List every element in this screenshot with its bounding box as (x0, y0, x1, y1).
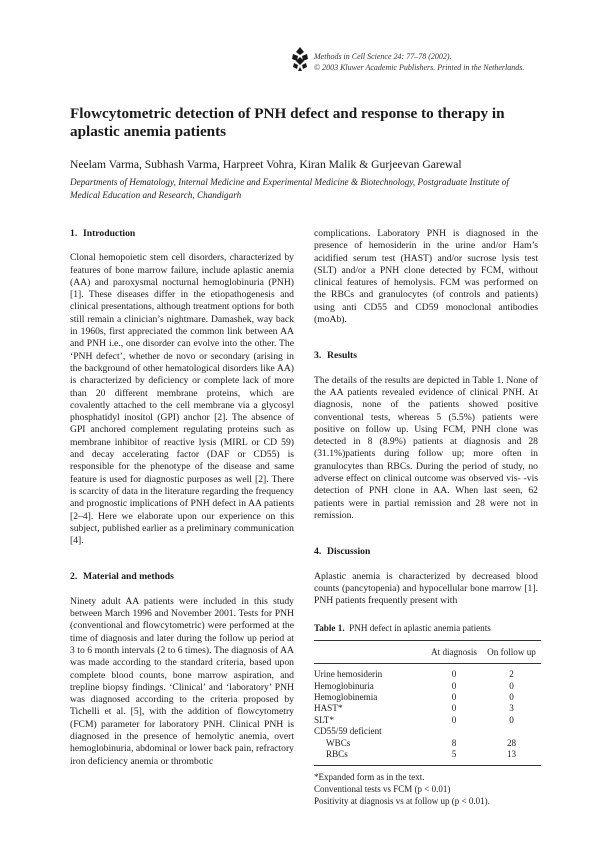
table-cell: CD55/59 deficient (314, 726, 382, 737)
column-header: On follow up (482, 641, 541, 664)
table-label: Table 1. (314, 623, 345, 634)
left-column (70, 228, 294, 768)
results-heading (314, 350, 538, 362)
article-title (70, 105, 540, 141)
table-note: Positivity at diagnosis vs at follow up (p < 0.01). (314, 796, 490, 807)
table-cell: 5 (426, 749, 482, 766)
column-header: At diagnosis (426, 641, 482, 664)
journal-line-2: © 2003 Kluwer Academic Publishers. Printed in the Netherlands. (314, 63, 525, 72)
table-header-row (314, 641, 541, 664)
table-row (314, 715, 541, 726)
publisher-logo (291, 47, 309, 71)
table-cell: Urine hemosiderin (314, 669, 383, 680)
table-cell: WBCs (326, 737, 351, 748)
table-cell: 0 (451, 680, 457, 691)
methods-heading (70, 571, 294, 583)
table-cell: 0 (451, 669, 457, 680)
methods-text-continued: complications. Laboratory PNH is diagnosed in the presence of hemosiderin in the urine and/or Ham’s acidified serum test (HAST) and/or sucrose lysis test (SLT) and/or a PNH clone detected by FCM, without clinical features of hemolysis. FCM was performed on the RBCs and granulocytes (of controls and patients) using anti CD55 and CD59 monoclonal antibodies (moAb). (314, 228, 538, 326)
table-caption-text: PNH defect in aplastic anemia patients (349, 623, 491, 634)
table-cell: 0 (451, 703, 457, 714)
table-cell: Hemoglobinuria (314, 680, 374, 691)
affiliation: Departments of Hematology, Internal Medicine and Experimental Medicine & Biotechnology, Postgraduate Institute of Medical Education and Research, Chandigarh (70, 177, 509, 200)
table-row (314, 726, 541, 737)
table-note: Conventional tests vs FCM (p < 0.01) (314, 784, 451, 795)
section-title: Introduction (83, 228, 136, 239)
section-number: 1. (70, 228, 78, 239)
table-1 (314, 623, 541, 807)
table-cell: 28 (506, 737, 517, 748)
title-line-2: aplastic anemia patients (70, 123, 227, 140)
section-title: Material and methods (83, 571, 174, 583)
table-cell: 2 (509, 669, 514, 680)
table-cell: 0 (509, 680, 514, 691)
author-list: Neelam Varma, Subhash Varma, Harpreet Vohra, Kiran Malik & Gurjeevan Garewal (70, 158, 462, 171)
table-cell: HAST* (314, 703, 343, 714)
table-cell: Hemoglobinemia (314, 692, 378, 703)
table-row (314, 703, 541, 714)
discussion-text: Aplastic anemia is characterized by decreased blood counts (pancytopenia) and hypocellular bone marrow [1]. PNH patients frequently present with (314, 570, 538, 607)
section-number: 2. (70, 571, 78, 583)
table-row (314, 749, 541, 766)
table-row (314, 738, 541, 749)
discussion-heading (314, 546, 538, 558)
table-cell: RBCs (314, 749, 426, 766)
table-row (314, 664, 541, 681)
table-cell: 0 (509, 692, 514, 703)
methods-text: Ninety adult AA patients were included in this study between March 1996 and November 2001. Tests for PNH (conventional and flowcytometric) were performed at the time of diagnosis and later during the follow up period at 3 to 6 month intervals (2 to 6 times). The diagnosis of AA was made according to the standard criteria, based upon complete blood counts, bone marrow aspiration, and trepline biopsy findings. ‘Clinical’ and ‘laboratory’ PNH was diagnosed according to the criteria proposed by Tichelli et al. [5], with the addition of flowcytometry (FCM) parameter for laboratory PNH. Clinical PNH is diagnosed in the presence of hemolytic anemia, overt hemoglobinuria, abdominal or lower back pain, refractory iron deficiency anemia or thrombotic (70, 595, 294, 767)
journal-citation (314, 51, 524, 73)
table-caption (314, 623, 541, 640)
table-cell: 8 (451, 737, 457, 748)
table-row (314, 681, 541, 692)
table-cell (426, 726, 482, 737)
table-cell (482, 726, 541, 737)
introduction-heading (70, 228, 294, 240)
section-title: Discussion (327, 546, 371, 558)
table-cell: 0 (451, 714, 457, 725)
section-number: 3. (314, 350, 322, 362)
table-body (314, 664, 541, 766)
table-cell: 3 (509, 703, 514, 714)
results-text: The details of the results are depicted in Table 1. None of the AA patients revealed evidence of clinical PNH. At diagnosis, none of the patients showed positive conventional tests, whereas 5 (5.5%) patients were positive on follow up. Using FCM, PNH clone was detected in 8 (8.9%) patients at diagnosis and 28 (31.1%)patients during follow up; more often in granulocytes than RBCs. During the period of study, no adverse effect on clinical outcome was observed vis- -vis detection of PNH clone in AA. When last seen, 62 patients were in partial remission and 28 were not in remission. (314, 374, 538, 521)
pnh-defect-table (314, 641, 541, 767)
column-header (314, 641, 426, 664)
title-line-1: Flowcytometric detection of PNH defect and response to therapy in (70, 105, 505, 122)
section-title: Results (327, 350, 357, 362)
table-cell: 0 (509, 714, 514, 725)
right-column (314, 228, 538, 807)
table-row (314, 692, 541, 703)
journal-line-1: Methods in Cell Science 24: 77–78 (2002). (314, 52, 452, 61)
table-notes (314, 771, 541, 807)
table-cell: SLT* (314, 714, 334, 725)
table-cell: 13 (482, 749, 541, 766)
section-number: 4. (314, 546, 322, 558)
introduction-text: Clonal hemopoietic stem cell disorders, characterized by features of bone marrow failure, include aplastic anemia (AA) and paroxysmal nocturnal hemoglobinuria (PNH) [1]. These diseases differ in the etiopathogenesis and clinical presentations, although treatment options for both still remain a clinician’s nightmare. Damashek, way back in 1960s, first appreciated the common link between AA and PNH i.e., one disorder can evolve into the other. The ‘PNH defect’, whether de novo or secondary (arising in the background of other hematological disorders like AA) is characterized by deficiency or complete lack of more than 20 different membrane proteins, which are covalently attached to the cell membrane via a glycosyl phosphatidyl inositol (GPI) anchor [2]. The absence of GPI anchored complement regulating proteins such as membrane inhibitor of reactive lysis (MIRL or CD 59) and decay accelerating factor (DAF or CD55) is responsible for the phenotype of the disease and same feature is used for diagnostic purposes as well [2]. There is scarcity of data in the literature regarding the frequency and prognostic implications of PNH defect in AA patients [2–4]. Here we elaborate upon our experience on this subject, published earlier as a preliminary communication [4]. (70, 252, 294, 547)
table-note: *Expanded form as in the text. (314, 772, 425, 783)
table-cell: 0 (451, 692, 457, 703)
